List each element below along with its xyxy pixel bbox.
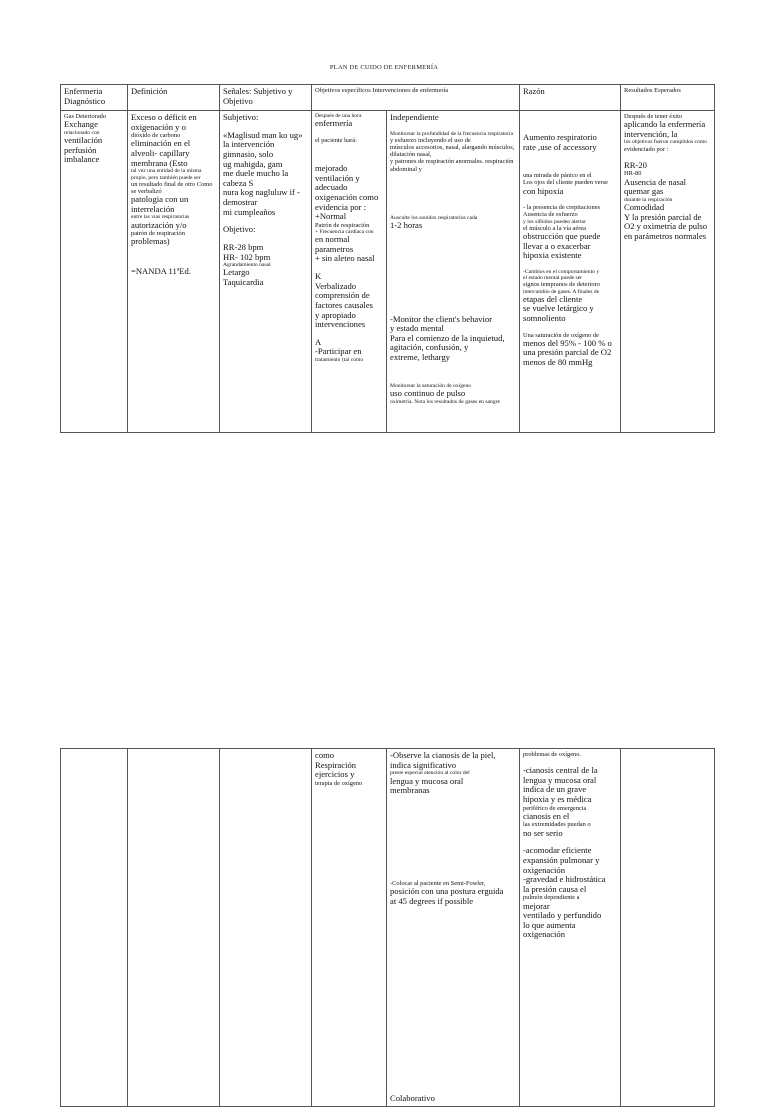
- header-signs: Señales: Subjetivo y Objetivo: [220, 85, 312, 111]
- text-line: Patrón de respiración: [315, 221, 370, 229]
- text-line: Ausencia de nasal: [624, 176, 687, 187]
- spacer: [390, 796, 516, 838]
- text-line: adecuado: [315, 182, 348, 193]
- header-rationale: Razón: [520, 85, 621, 111]
- text-line: me duele mucho la cabeza S: [223, 168, 289, 188]
- spacer: [523, 196, 617, 204]
- text-line: una mirada de pánico en el: [523, 172, 592, 180]
- text-line: Los ojos del cliente pueden verse: [523, 179, 609, 187]
- text-line: Letargo: [223, 267, 250, 278]
- text-line: quemar gas: [624, 186, 664, 197]
- text-line: los objetivos fueron cumplidos como: [624, 139, 707, 146]
- text-line: evidencia por :: [315, 201, 367, 212]
- text-line: -acomodar eficiente: [523, 845, 592, 856]
- spacer: [523, 113, 617, 133]
- text-line: K: [315, 271, 322, 282]
- text-line: -gravedad e hidrostática: [523, 874, 606, 885]
- text-line: + sin aleteo nasal: [315, 253, 375, 264]
- text-line: -Cambios en el comportamiento y: [523, 268, 600, 275]
- text-line: relacionado con: [64, 129, 100, 136]
- text-line: HR-80: [624, 170, 642, 178]
- text-line: menos del 95% - 100 % o: [523, 337, 612, 348]
- cell-expected-results: [621, 111, 715, 433]
- cell-diagnosis: [61, 111, 128, 433]
- text-line: llevar a o exacerbar: [523, 240, 591, 251]
- text-line: HR- 102 bpm: [223, 251, 271, 262]
- text-line: agitación, confusión, y: [390, 342, 469, 353]
- text-line: como: [315, 750, 335, 760]
- cell-rationale: [520, 749, 621, 1107]
- cell-expected-results: [621, 749, 715, 1107]
- text-line: indica de un grave: [523, 784, 587, 795]
- cell-signs: [220, 111, 312, 433]
- header-expected-results: Resultados Esperados: [621, 85, 715, 111]
- text-line: mejorado: [315, 163, 348, 174]
- text-line: lengua y mucosa oral: [390, 775, 464, 786]
- text-line: imbalance: [64, 154, 100, 165]
- text-line: el estado mental puede ser: [523, 275, 583, 282]
- text-line: propio, pero también puede ser: [131, 174, 201, 181]
- text-line: parametros: [315, 243, 354, 254]
- document-title: PLAN DE CUIDO DE ENFERMERÍA: [329, 64, 439, 71]
- text-line: la presión causa el: [523, 883, 587, 894]
- text-line: expansión pulmonar y: [523, 854, 600, 865]
- text-line: extreme, lethargy: [390, 352, 450, 363]
- text-line: no ser serio: [523, 827, 563, 838]
- spacer: [390, 231, 516, 273]
- text-line: músculos accesorios, nasal, alargando músculos, dilatación nasal,: [390, 144, 515, 159]
- text-line: Después de una hora: [315, 113, 362, 119]
- text-line: RR-28 bpm: [223, 241, 264, 252]
- text-line: patrón de respiración: [131, 230, 185, 238]
- text-line: ventilación: [64, 135, 103, 146]
- spacer: [390, 1032, 516, 1074]
- cell-objectives: [312, 749, 387, 1107]
- spacer: [390, 273, 516, 315]
- text-line: una presión parcial de O2: [523, 347, 612, 358]
- text-line: Para el comienzo de la inquietud,: [390, 332, 505, 343]
- text-line: signos tempranos de deterioro: [523, 281, 600, 289]
- text-line: intervención, la: [624, 128, 678, 139]
- spacer: [523, 152, 617, 172]
- text-line: oxigenación y o: [131, 121, 186, 132]
- spacer: [131, 247, 216, 267]
- cell-rationale: [520, 111, 621, 433]
- spacer: [523, 261, 617, 269]
- text-line: ventilado y perfundido: [523, 910, 602, 921]
- spacer: [315, 264, 383, 272]
- text-line: periférico de emergencia: [523, 804, 587, 812]
- text-line: en normal: [315, 234, 350, 245]
- spacer: [315, 129, 383, 137]
- text-line: el paciente hará:: [315, 136, 357, 144]
- text-line: + Frecuencia cardiaca con: [315, 228, 374, 235]
- table-row: [61, 749, 715, 1107]
- text-line: lo que aumenta: [523, 919, 576, 930]
- text-line: perfusión: [64, 144, 97, 155]
- text-line: Exchange: [64, 119, 98, 130]
- text-line: rate ,use of accessory: [523, 141, 597, 152]
- text-line: terapia de oxígeno: [315, 779, 363, 787]
- text-line: RR-20: [624, 159, 647, 170]
- text-line: Subjetivo:: [223, 112, 259, 122]
- text-line: «Maglisud man ko ug» la intervención: [223, 129, 303, 150]
- text-line: comprensión de: [315, 290, 370, 301]
- text-line: evidenciado por :: [624, 145, 669, 153]
- text-line: ejercicios y: [315, 769, 355, 780]
- text-line: un resultado final de otro Como se verbalizó: [131, 180, 213, 195]
- text-line: dióxido de carbono: [131, 132, 181, 140]
- care-plan-table-page-2: [60, 748, 715, 1107]
- text-line: Verbalizado: [315, 280, 357, 291]
- text-line: mi cumpleaños: [223, 206, 276, 217]
- text-line: problemas): [131, 236, 170, 247]
- spacer: [390, 990, 516, 1032]
- text-line: Respiración: [315, 759, 357, 770]
- spacer: [390, 123, 516, 131]
- text-line: etapas del cliente: [523, 293, 583, 304]
- text-line: oxigenación: [523, 929, 565, 940]
- text-line: -Colocar al paciente en Semi-Fowler,: [390, 879, 486, 887]
- text-line: -cianosis central de la: [523, 765, 598, 776]
- text-line: en parámetros normales: [624, 231, 707, 242]
- text-line: factores causales: [315, 299, 373, 310]
- cell-interventions: [387, 111, 520, 433]
- cell-definition: [128, 111, 220, 433]
- text-line: membrana (Esto: [131, 157, 188, 168]
- text-line: autorización y/o: [131, 219, 187, 230]
- spacer: [523, 324, 617, 332]
- text-line: mejorar: [523, 900, 550, 911]
- text-line: O2 y oximetría de pulso: [624, 221, 708, 232]
- text-line: - la presencia de crepitaciones Ausencia de esfuerzo: [523, 204, 601, 219]
- text-line: pulmón dependiente a: [523, 894, 580, 902]
- text-line: problemas de oxígeno.: [523, 751, 582, 758]
- text-line: eliminación en el: [131, 138, 191, 149]
- cell-definition: [128, 749, 220, 1107]
- text-line: Aumento respiratorio: [523, 132, 597, 142]
- text-line: alveoli- capillary: [131, 148, 190, 159]
- text-line: nura kog nagluluw if -demostrar: [223, 187, 300, 207]
- text-line: tal vez una entidad de la misma: [131, 168, 202, 175]
- spacer: [390, 1074, 516, 1094]
- text-line: intercambio de gases. A finales de: [523, 288, 600, 295]
- text-line: Exceso o déficit en: [131, 112, 197, 122]
- cell-objectives: [312, 111, 387, 433]
- text-line: =NANDA 11ªEd.: [131, 266, 191, 277]
- text-line: Y la presión parcial de: [624, 211, 702, 222]
- text-line: el músculo a la vía aérea: [523, 224, 587, 232]
- text-line: Ausculte los sonidos respiratorios cada: [390, 214, 478, 221]
- text-line: -Monitor the client's behavior: [390, 313, 493, 324]
- text-line: lengua y mucosa oral: [523, 774, 597, 785]
- text-line: y patrones de respiración anormales. respiración abdominal y: [390, 158, 514, 173]
- spacer: [390, 948, 516, 990]
- text-line: aplicando la enfermería: [624, 119, 706, 130]
- text-line: -Participar en: [315, 346, 362, 357]
- text-line: ug mahigda, gam: [223, 158, 283, 169]
- text-line: tratamiento (tal como: [315, 357, 364, 364]
- spacer: [315, 144, 383, 164]
- care-plan-table-page-1: [60, 84, 715, 433]
- text-line: oxigenación: [523, 864, 565, 875]
- text-line: posición con una postura erguida: [390, 885, 504, 896]
- text-line: membranas: [390, 785, 430, 796]
- text-line: Agrandamiento nasal: [223, 262, 271, 269]
- spacer: [390, 906, 516, 948]
- spacer: [390, 838, 516, 880]
- text-line: y apropiado: [315, 309, 356, 320]
- text-line: -Observe la cianosis de la piel, indica significativo: [390, 750, 496, 770]
- text-line: obstrucción que puede: [523, 230, 601, 241]
- text-line: Independiente: [390, 112, 439, 122]
- text-line: se vuelve letárgico y: [523, 303, 594, 314]
- text-line: hipoxia y es médica: [523, 794, 592, 805]
- text-line: Una saturación de oxígeno de: [523, 331, 599, 339]
- text-line: A: [315, 336, 322, 347]
- text-line: gimnasio, solo: [223, 148, 274, 159]
- table-row: [61, 111, 715, 433]
- header-diagnosis: Enfermeria Diagnóstico: [61, 85, 128, 111]
- cell-signs: [220, 749, 312, 1107]
- text-line: 1-2 horas: [390, 219, 423, 230]
- text-line: interrelación: [131, 203, 175, 214]
- text-line: y esfuerzo incluyendo el uso de: [390, 136, 471, 144]
- header-objectives-interventions: Objetivos específicos Intervenciones de enfermería: [312, 85, 520, 111]
- header-definition: Definición: [128, 85, 220, 111]
- text-line: menos de 80 mmHg: [523, 357, 593, 368]
- text-line: Taquicardia: [223, 277, 264, 287]
- text-line: Monitorear la saturación de oxígeno: [390, 382, 472, 389]
- spacer: [390, 173, 516, 215]
- text-line: con hipoxia: [523, 185, 564, 196]
- text-line: Monitorear la profundidad de la frecuencia respiratoria: [390, 130, 514, 137]
- text-line: preste especial atención al color del: [390, 770, 470, 777]
- text-line: y los silbidos pueden alertar: [523, 218, 586, 225]
- text-line: oximetría. Nota los resultados de gases en sangre: [390, 398, 500, 405]
- text-line: y estado mental: [390, 323, 444, 334]
- text-line: oxigenación como: [315, 191, 379, 202]
- text-line: durante la respiración: [624, 196, 673, 203]
- spacer: [390, 363, 516, 383]
- spacer: [315, 330, 383, 338]
- text-line: Objetivo:: [223, 224, 256, 235]
- text-line: +Normal: [315, 211, 347, 222]
- text-line: Colaborativo: [390, 1093, 435, 1104]
- cell-diagnosis: [61, 749, 128, 1107]
- text-line: at 45 degrees if possible: [390, 895, 474, 906]
- text-line: las extremidades puedan o: [523, 821, 591, 829]
- text-line: ventilación y: [315, 172, 360, 183]
- text-line: intervenciones: [315, 319, 366, 330]
- text-line: somnoliento: [523, 313, 566, 324]
- text-line: Después de tener éxito: [624, 113, 683, 120]
- text-line: Gas Deteriorado: [64, 113, 107, 120]
- table-header-row: [61, 85, 715, 111]
- cell-interventions: [387, 749, 520, 1107]
- text-line: cianosis en el: [523, 810, 570, 821]
- text-line: patologia con un: [131, 194, 189, 205]
- text-line: enfermería: [315, 118, 353, 129]
- text-line: hipoxia existente: [523, 250, 582, 261]
- text-line: Comodidad: [624, 202, 665, 213]
- text-line: entre las vías respiratorias: [131, 214, 190, 221]
- text-line: uso continuo de pulso: [390, 387, 466, 398]
